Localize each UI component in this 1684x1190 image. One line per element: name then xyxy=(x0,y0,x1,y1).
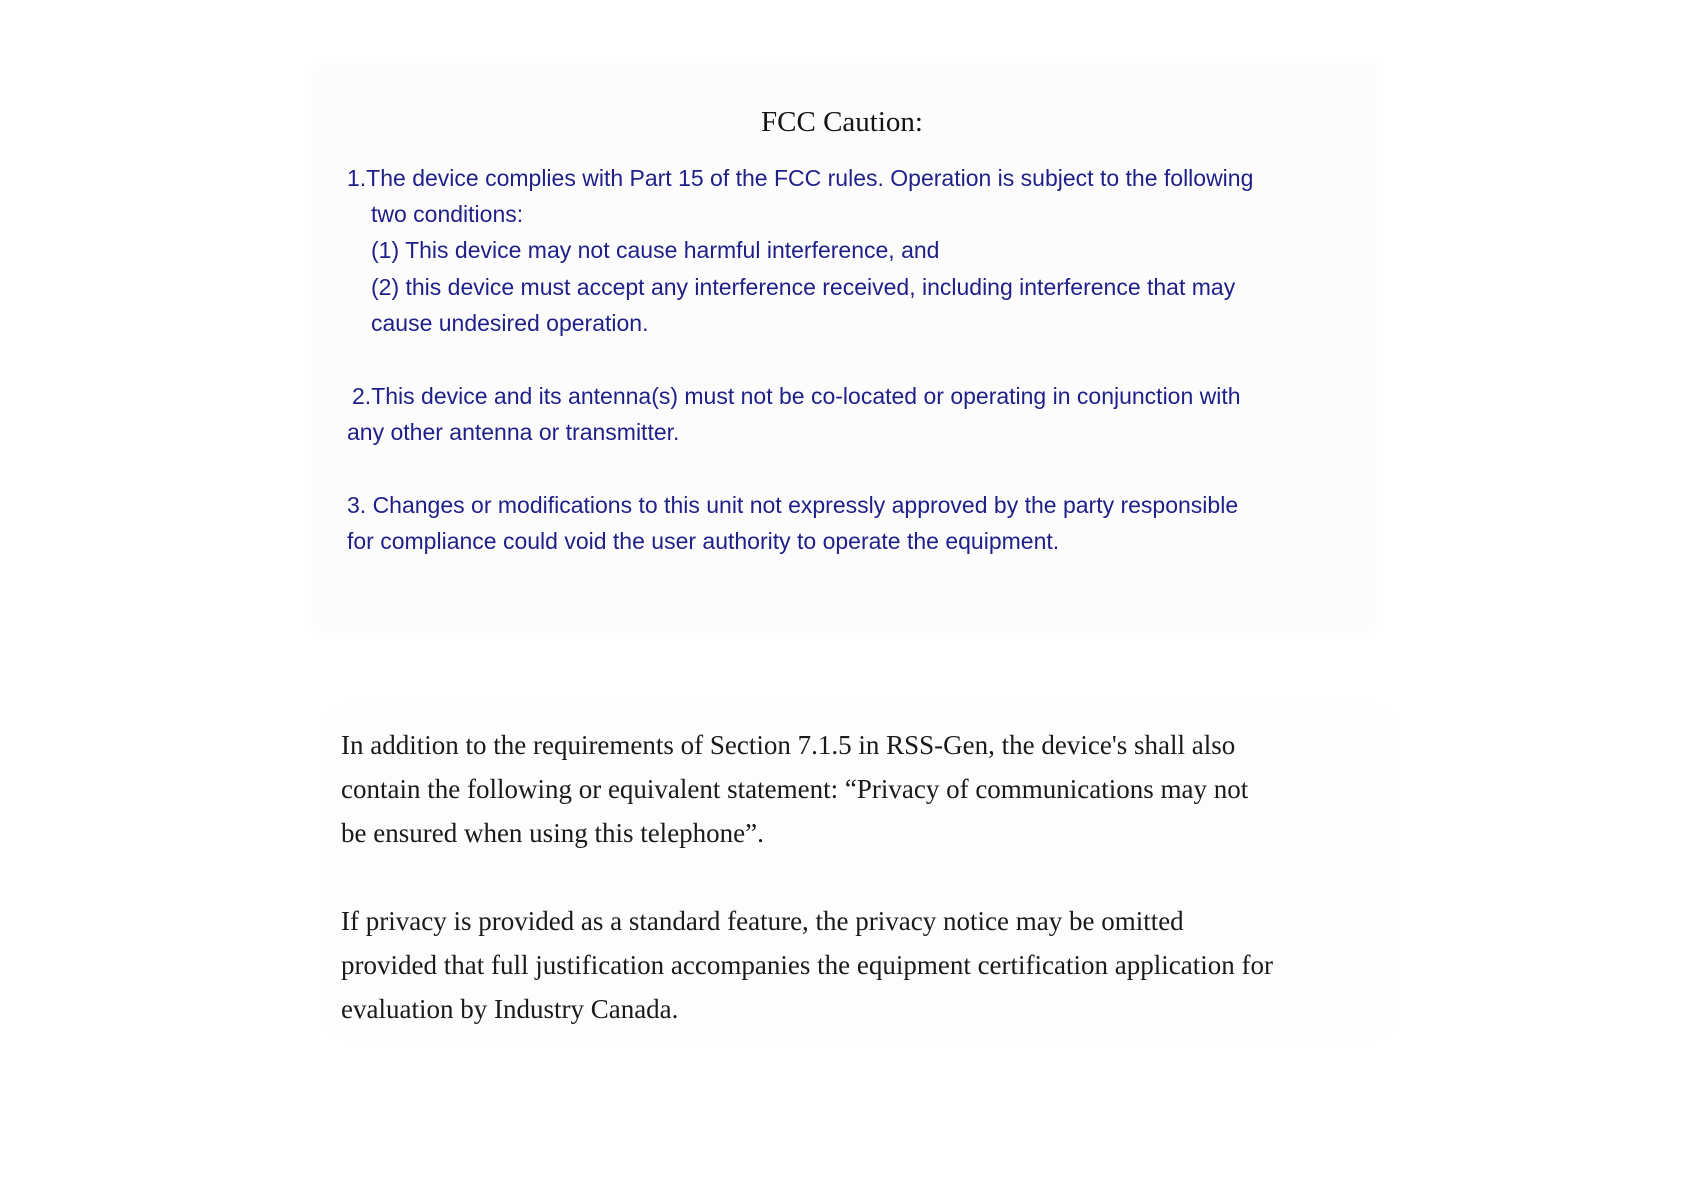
ic-paragraph-2-line-1: If privacy is provided as a standard feature, the privacy notice may be omitted xyxy=(341,906,1184,936)
fcc-item-3-line-2: for compliance could void the user authority to operate the equipment. xyxy=(347,528,1060,554)
ic-paragraph-2-line-2: provided that full justification accompanies the equipment certification application for xyxy=(341,950,1273,980)
fcc-condition-1: (1) This device may not cause harmful interference, and xyxy=(371,237,940,263)
fcc-condition-2-line-2: cause undesired operation. xyxy=(371,310,649,336)
fcc-item-1-line-2: two conditions: xyxy=(371,201,524,227)
fcc-condition-2-line-1: (2) this device must accept any interference received, including interference that may xyxy=(371,274,1236,300)
ic-paragraph-1-line-2: contain the following or equivalent statement: “Privacy of communications may not xyxy=(341,774,1249,804)
fcc-caution-title: FCC Caution: xyxy=(761,106,923,138)
fcc-item-2-line-2: any other antenna or transmitter. xyxy=(347,419,680,445)
fcc-item-1-line-1: 1.The device complies with Part 15 of the FCC rules. Operation is subject to the following xyxy=(347,165,1254,191)
ic-paragraph-2-line-3: evaluation by Industry Canada. xyxy=(341,994,679,1024)
fcc-item-2-line-1: 2.This device and its antenna(s) must not be co-located or operating in conjunction with xyxy=(352,383,1241,409)
fcc-item-3-line-1: 3. Changes or modifications to this unit not expressly approved by the party responsible xyxy=(347,492,1239,518)
ic-paragraph-1-line-3: be ensured when using this telephone”. xyxy=(341,818,764,848)
ic-paragraph-1-line-1: In addition to the requirements of Section 7.1.5 in RSS-Gen, the device's shall also xyxy=(341,730,1236,760)
